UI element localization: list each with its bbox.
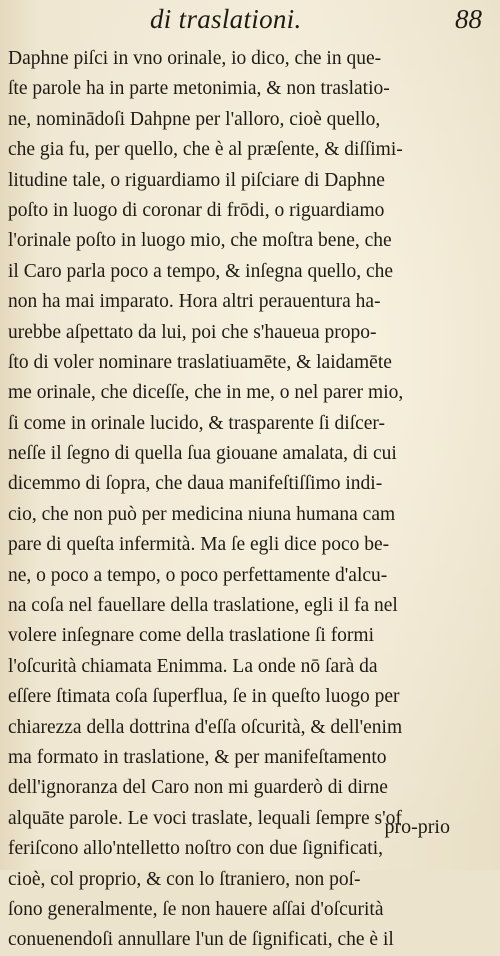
text-line: Daphne piſci in vno orinale, io dico, che in que- bbox=[8, 48, 382, 69]
page-number: 88 bbox=[455, 4, 482, 34]
text-line: che gia fu, per quello, che è al præſente, & diſſimi- bbox=[8, 139, 403, 161]
text-line: ſi come in orinale lucido, & trasparente ſi diſcer- bbox=[8, 412, 386, 434]
text-line: eſſere ſtimata coſa ſuperflua, ſe in queſto luogo per bbox=[8, 686, 400, 708]
text-line: l'orinale poſto in luogo mio, che moſtra bene, che bbox=[8, 230, 392, 252]
text-line: cioè, col proprio, & con lo ſtraniero, non poſ- bbox=[8, 868, 361, 890]
text-line: na coſa nel fauellare della traslatione, egli il fa nel bbox=[8, 595, 398, 617]
text-line: il Caro parla poco a tempo, & inſegna quello, che bbox=[8, 260, 394, 282]
text-line: me orinale, che diceſſe, che in me, o nel parer mio, bbox=[8, 382, 404, 404]
text-line: non ha mai imparato. Hora altri perauentura ha- bbox=[8, 291, 381, 313]
text-line: cio, che non può per medicina niuna humana cam bbox=[8, 503, 396, 525]
text-line: pare di queſta infermità. Ma ſe egli dice poco be- bbox=[8, 534, 390, 556]
text-line: ne, nominādoſi Dahpne per l'alloro, cioè quello, bbox=[8, 108, 381, 130]
text-line: dell'ignoranza del Caro non mi guarderò di dirne bbox=[8, 777, 388, 799]
text-line: l'oſcurità chiamata Enimma. La onde nō ſarà da bbox=[8, 655, 378, 677]
text-line: conuenendoſi annullare l'un de ſignificati, che è il bbox=[8, 929, 394, 951]
text-line: ſte parole ha in parte metonimia, & non traslatio- bbox=[8, 78, 390, 100]
text-line: neſſe il ſegno di quella ſua giouane amalata, di cui bbox=[8, 443, 397, 465]
text-line: volere inſegnare come della traslatione ſi formi bbox=[8, 625, 375, 647]
running-head: di traslationi. bbox=[150, 4, 302, 34]
text-line: ne, o poco a tempo, o poco perfettamente d'alcu- bbox=[8, 564, 388, 586]
text-line: ſono generalmente, ſe non hauere aſſai d'oſcurità bbox=[8, 898, 384, 920]
text-line: poſto in luogo di coronar di frōdi, o riguardiamo bbox=[8, 199, 385, 221]
text-line: chiarezza della dottrina d'eſſa oſcurità, & dell'enim bbox=[8, 716, 403, 738]
text-line: litudine tale, o riguardiamo il piſciare di Daphne bbox=[8, 169, 385, 191]
text-line: urebbe aſpettato da lui, poi che s'haueua propo- bbox=[8, 321, 377, 343]
text-line: alquāte parole. Le voci traslate, lequali ſempre s'of bbox=[8, 807, 402, 829]
text-line: dicemmo di ſopra, che daua manifeſtiſſimo indi- bbox=[8, 473, 383, 495]
catchword: pro-prio bbox=[384, 816, 450, 838]
text-line: feriſcono allo'ntelletto noſtro con due ſignificati, bbox=[8, 838, 383, 860]
text-line: ma formato in traslatione, & per manifeſtamento bbox=[8, 746, 387, 768]
text-line: ſto di voler nominare traslatiuamēte, & laidamēte bbox=[8, 351, 392, 373]
